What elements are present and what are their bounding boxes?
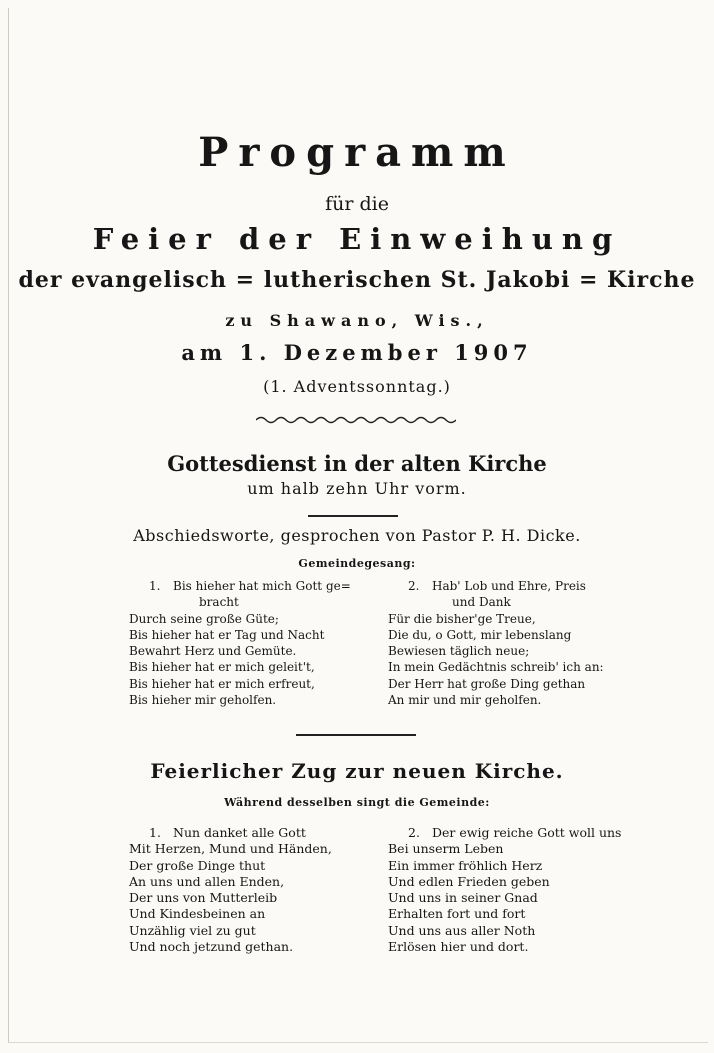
verse-line: Und uns aus aller Noth [388, 922, 536, 938]
verse-line: Bis hieher mir geholfen. [129, 693, 277, 708]
verse-line: Mit Herzen, Mund und Händen, [129, 841, 332, 857]
section-heading-old-church: Gottesdienst in der alten Kirche [167, 451, 547, 476]
verse-line: Bis hieher hat er mich erfreut, [129, 676, 315, 691]
farewell-words: Abschiedsworte, gesprochen von Pastor P. H. Dicke. [133, 526, 581, 545]
hymn-label-congregation: Gemeindegesang: [298, 557, 416, 570]
verse-line: Erlösen hier und dort. [388, 939, 529, 955]
verse-number: 2. [408, 579, 420, 593]
subtitle-feier: Feier der Einweihung [92, 222, 622, 256]
subtitle-church-name: der evangelisch = lutherischen St. Jakobi = Kirche [18, 267, 696, 293]
hymn-verse-2 [388, 825, 638, 955]
verse-line: Bewahrt Herz und Gemüte. [129, 644, 297, 659]
verse-number: 1. [149, 579, 161, 593]
verse-line: Ein immer fröhlich Herz [388, 857, 543, 873]
service-time: um halb zehn Uhr vorm. [247, 479, 467, 498]
verse-line: Durch seine große Güte; [129, 611, 279, 626]
page-title: Programm [198, 129, 516, 176]
verse-line: Erhalten fort und fort [388, 906, 526, 922]
verse-line: und Dank [452, 595, 511, 610]
subtitle-fuer-die: für die [325, 193, 389, 215]
verse-line: Hab' Lob und Ehre, Preis [432, 579, 586, 593]
location-line: zu Shawano, Wis., [225, 311, 489, 330]
verse-line: Bis hieher hat er mich geleit't, [129, 660, 315, 675]
divider-rule [296, 734, 416, 736]
verse-first-line [388, 578, 633, 594]
verse-number: 2. [408, 825, 420, 840]
verse-line: Der uns von Mutterleib [129, 890, 278, 906]
date-line: am 1. Dezember 1907 [181, 340, 533, 365]
verse-line: Bis hieher hat er Tag und Nacht [129, 627, 325, 642]
hymn-verse-1 [129, 578, 374, 708]
verse-line: Und uns in seiner Gnad [388, 890, 538, 906]
verse-line: In mein Gedächtnis schreib' ich an: [388, 660, 604, 675]
verse-first-line [129, 578, 374, 594]
verse-number: 1. [149, 825, 161, 840]
hymn-label-procession: Während desselben singt die Gemeinde: [224, 796, 490, 809]
verse-line: Die du, o Gott, mir lebenslang [388, 627, 572, 642]
section-heading-procession: Feierlicher Zug zur neuen Kirche. [150, 759, 564, 783]
verse-line: bracht [199, 595, 239, 610]
hymn-verse-2 [388, 578, 633, 708]
verse-line: Und edlen Frieden geben [388, 873, 550, 889]
verse-line: Der Herr hat große Ding gethan [388, 676, 586, 691]
wavy-divider [256, 413, 456, 427]
verse-line: Und Kindesbeinen an [129, 906, 266, 922]
verse-line: Unzählig viel zu gut [129, 922, 256, 938]
verse-line: Der ewig reiche Gott woll uns [432, 825, 622, 840]
divider-rule [308, 515, 398, 517]
verse-line: Bewiesen täglich neue; [388, 644, 530, 659]
verse-line: Der große Dinge thut [129, 857, 266, 873]
verse-first-line [388, 825, 638, 841]
verse-line: Nun danket alle Gott [173, 825, 306, 840]
verse-line: Bis hieher hat mich Gott ge= [173, 579, 351, 593]
occasion-line: (1. Adventssonntag.) [263, 377, 451, 396]
verse-line: An mir und mir geholfen. [388, 693, 542, 708]
verse-line: Und noch jetzund gethan. [129, 939, 294, 955]
verse-first-line [129, 825, 379, 841]
verse-line: Für die bisher'ge Treue, [388, 611, 536, 626]
verse-line: An uns und allen Enden, [129, 873, 285, 889]
verse-line: Bei unserm Leben [388, 841, 504, 857]
hymn-verse-1 [129, 825, 379, 955]
